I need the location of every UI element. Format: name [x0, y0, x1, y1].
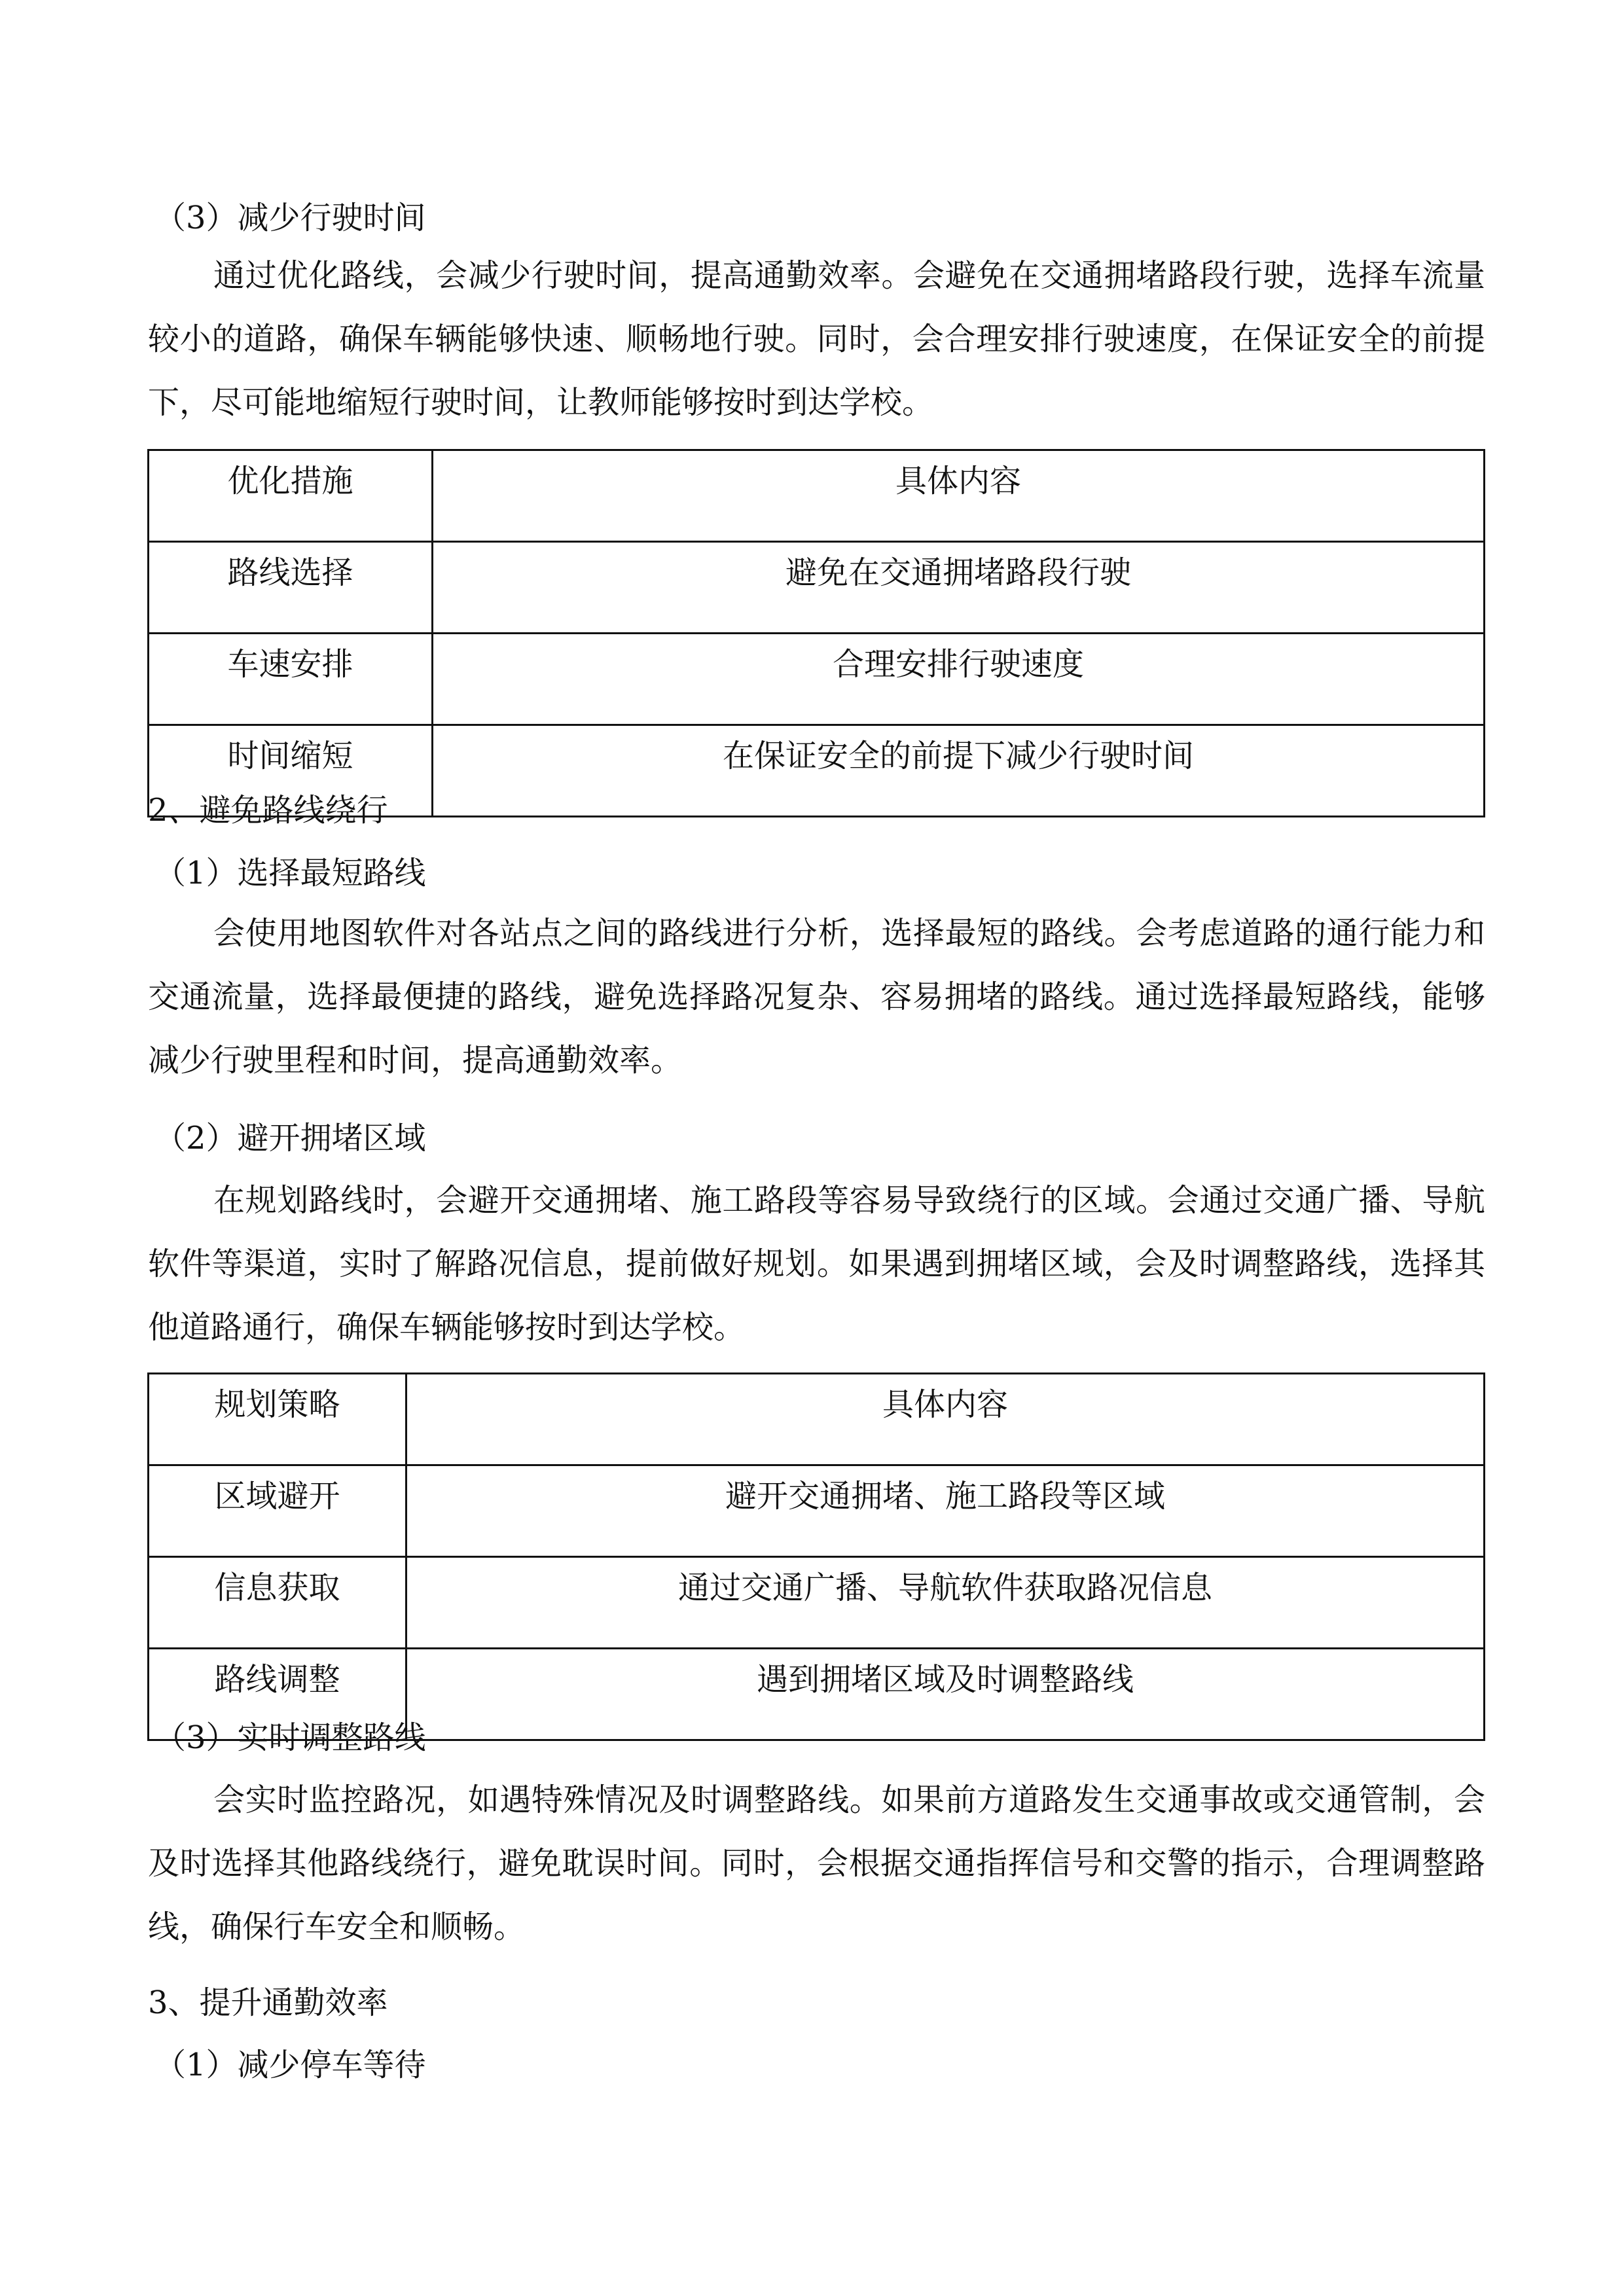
table-cell: 避开交通拥堵、施工路段等区域: [406, 1465, 1485, 1557]
planning-strategy-table: [147, 1372, 1485, 1741]
table-cell: 时间缩短: [149, 725, 433, 817]
heading-shortest-route: （1）选择最短路线: [154, 855, 426, 891]
heading-realtime-adjust: （3）实时调整路线: [154, 1719, 426, 1756]
paragraph-reduce-driving-time: 通过优化路线，会减少行驶时间，提高通勤效率。会避免在交通拥堵路段行驶，选择车流量较小的道路，确保车辆能够快速、顺畅地行驶。同时，会合理安排行驶速度，在保证安全的前提下，尽可能地缩短行驶时间，让教师能够按时到达学校。: [148, 257, 1485, 421]
table-row: [149, 542, 1485, 634]
table-cell: 路线调整: [149, 1649, 406, 1740]
table-row: [149, 1557, 1485, 1649]
table-header-row: [149, 450, 1485, 542]
heading-avoid-congestion: （2）避开拥堵区域: [154, 1120, 426, 1157]
header-cell: 具体内容: [433, 450, 1485, 542]
heading-reduce-driving-time: （3）减少行驶时间: [154, 200, 426, 236]
table-row: [149, 1465, 1485, 1557]
table-cell: 路线选择: [149, 542, 433, 634]
table-cell: 避免在交通拥堵路段行驶: [433, 542, 1485, 634]
table-cell: 区域避开: [149, 1465, 406, 1557]
paragraph-avoid-congestion: 在规划路线时，会避开交通拥堵、施工路段等容易导致绕行的区域。会通过交通广播、导航软件等渠道，实时了解路况信息，提前做好规划。如果遇到拥堵区域，会及时调整路线，选择其他道路通行，确保车辆能够按时到达学校。: [148, 1182, 1485, 1346]
table-cell: 在保证安全的前提下减少行驶时间: [433, 725, 1485, 817]
header-cell: 规划策略: [149, 1374, 406, 1465]
heading-reduce-waiting: （1）减少停车等待: [154, 2047, 426, 2083]
table-cell: 通过交通广播、导航软件获取路况信息: [406, 1557, 1485, 1649]
table-cell: 遇到拥堵区域及时调整路线: [406, 1649, 1485, 1740]
paragraph-realtime-adjust: 会实时监控路况，如遇特殊情况及时调整路线。如果前方道路发生交通事故或交通管制，会及时选择其他路线绕行，避免耽误时间。同时，会根据交通指挥信号和交警的指示，合理调整路线，确保行车安全和顺畅。: [148, 1782, 1485, 1945]
table-cell: 信息获取: [149, 1557, 406, 1649]
table-cell: 合理安排行驶速度: [433, 634, 1485, 725]
heading-avoid-detour: 2、避免路线绕行: [148, 792, 388, 829]
table-row: [149, 634, 1485, 725]
optimization-measures-table: [147, 449, 1485, 817]
header-cell: 优化措施: [149, 450, 433, 542]
heading-commute-efficiency: 3、提升通勤效率: [148, 1984, 388, 2021]
table-header-row: [149, 1374, 1485, 1465]
table-cell: 车速安排: [149, 634, 433, 725]
paragraph-shortest-route: 会使用地图软件对各站点之间的路线进行分析，选择最短的路线。会考虑道路的通行能力和交通流量，选择最便捷的路线，避免选择路况复杂、容易拥堵的路线。通过选择最短路线，能够减少行驶里程和时间，提高通勤效率。: [148, 915, 1485, 1079]
header-cell: 具体内容: [406, 1374, 1485, 1465]
